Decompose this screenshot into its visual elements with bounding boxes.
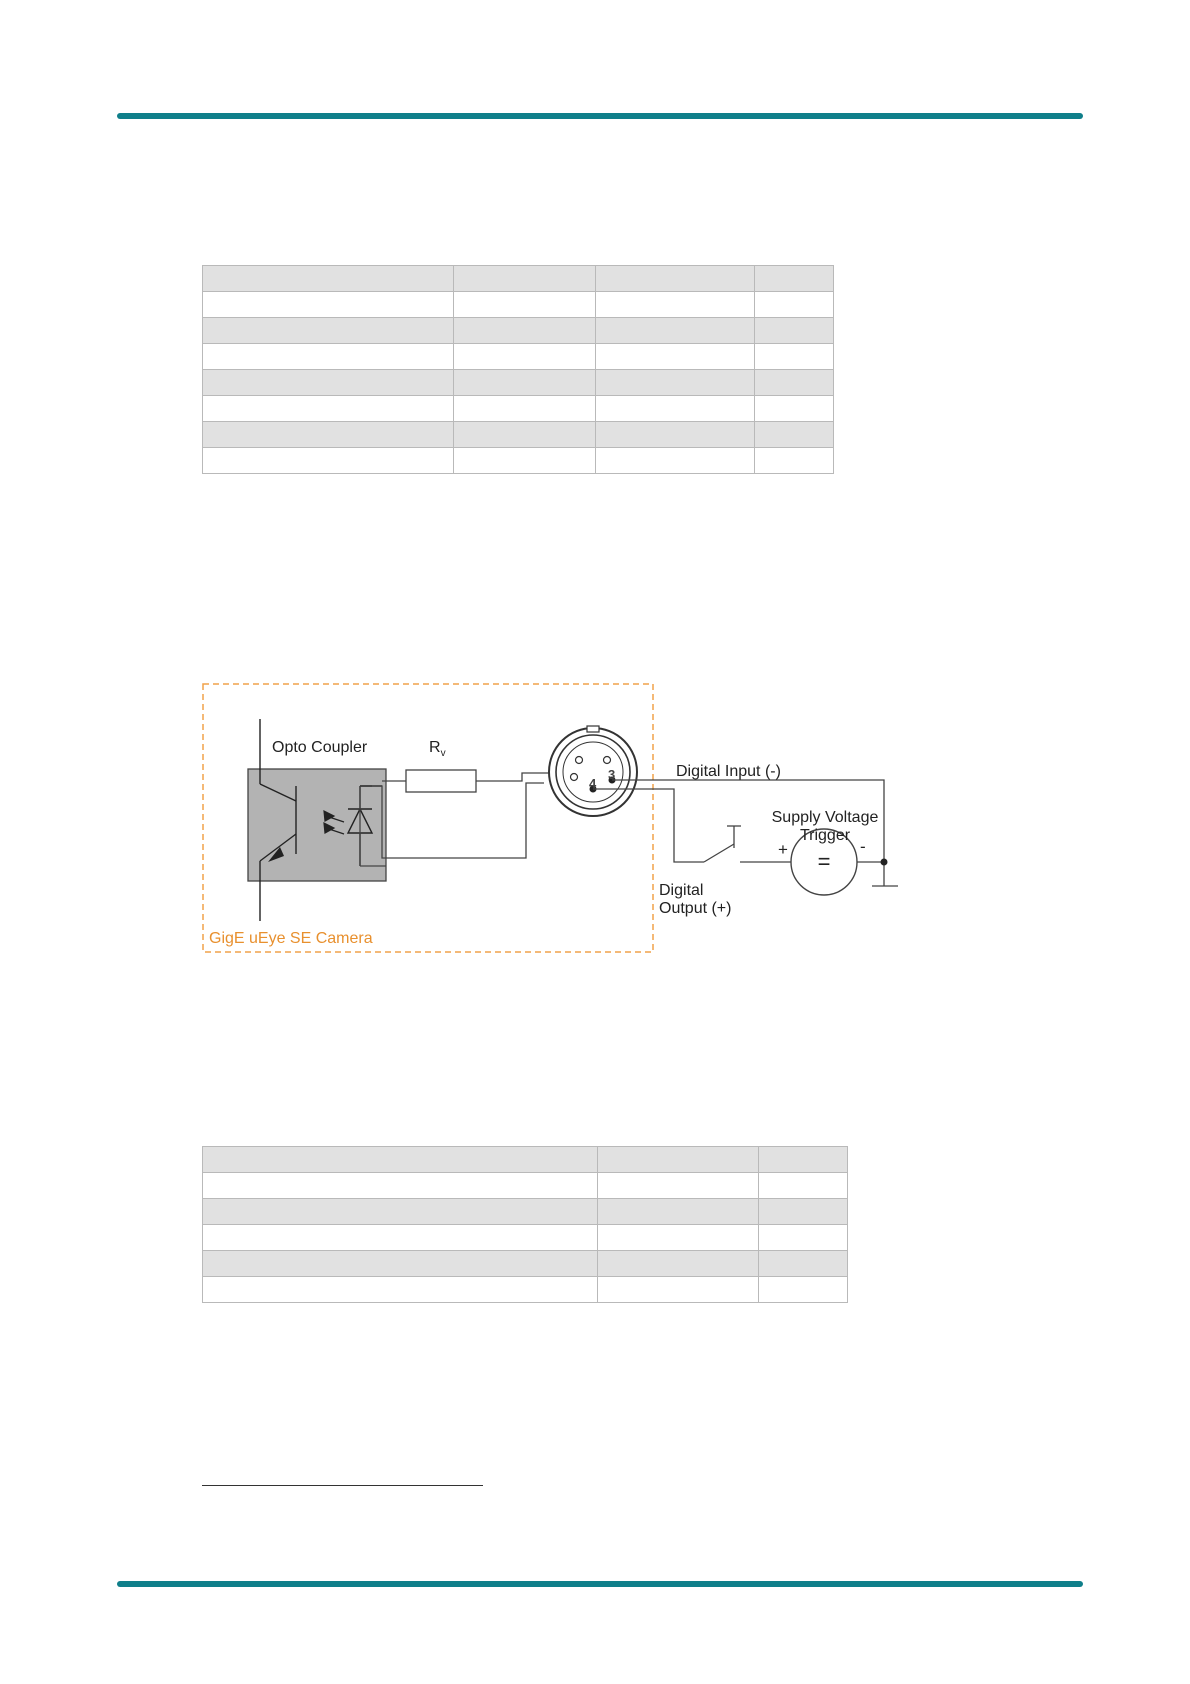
table-cell: [203, 1199, 598, 1225]
table-row: [203, 1225, 848, 1251]
table-cell: [759, 1147, 848, 1173]
table-cell: [203, 1277, 598, 1303]
table-row: [203, 422, 834, 448]
pin-4-label: 4: [589, 776, 597, 791]
table-row: [203, 344, 834, 370]
table-cell: [203, 292, 454, 318]
footnote-separator: [202, 1485, 483, 1486]
table-cell: [755, 266, 834, 292]
table-row: [203, 1251, 848, 1277]
trigger-label: Trigger: [799, 827, 851, 844]
table-cell: [454, 344, 596, 370]
table-row: [203, 318, 834, 344]
table-cell: [454, 266, 596, 292]
table-cell: [596, 344, 755, 370]
table-cell: [203, 1147, 598, 1173]
digital-output-label-line2: Output (+): [659, 900, 732, 917]
table-cell: [755, 448, 834, 474]
m8-connector-icon: [549, 726, 637, 816]
opto-coupler-label: Opto Coupler: [272, 739, 368, 756]
digital-input-label: Digital Input (-): [676, 763, 781, 780]
table-cell: [203, 448, 454, 474]
table-cell: [598, 1147, 759, 1173]
table-row: [203, 1199, 848, 1225]
table-cell: [454, 448, 596, 474]
table-row: [203, 396, 834, 422]
supply-voltage-label: Supply Voltage: [771, 809, 879, 826]
spec-table-1: [202, 265, 834, 474]
table-cell: [598, 1199, 759, 1225]
table-row: [203, 1173, 848, 1199]
table-cell: [203, 1251, 598, 1277]
table-cell: [203, 318, 454, 344]
table-cell: [755, 422, 834, 448]
table-cell: [759, 1225, 848, 1251]
table-cell: [755, 292, 834, 318]
table-cell: [596, 448, 755, 474]
resistor-label: $R_v$: [429, 739, 446, 759]
pin-3-label: 3: [608, 767, 616, 782]
header-rule: [117, 113, 1083, 119]
table-cell: [598, 1225, 759, 1251]
footer-rule: [117, 1581, 1083, 1587]
table-cell: [203, 422, 454, 448]
plus-sign-label: +: [778, 840, 788, 859]
table-cell: [596, 292, 755, 318]
table-cell: [596, 422, 755, 448]
table-row: [203, 292, 834, 318]
table-cell: [454, 396, 596, 422]
voltage-source-symbol: =: [817, 849, 831, 874]
minus-sign-label: -: [860, 837, 866, 856]
table-row: [203, 370, 834, 396]
table-cell: [203, 370, 454, 396]
table-cell: [759, 1251, 848, 1277]
table-cell: [759, 1199, 848, 1225]
table-cell: [598, 1251, 759, 1277]
table-cell: [454, 292, 596, 318]
table-row: [203, 1277, 848, 1303]
table-cell: [755, 370, 834, 396]
table-cell: [203, 266, 454, 292]
table-cell: [755, 318, 834, 344]
digital-output-label-line1: Digital: [659, 882, 704, 899]
trigger-wiring-diagram: [196, 676, 906, 966]
table-cell: [454, 422, 596, 448]
table-cell: [454, 370, 596, 396]
table-row: [203, 1147, 848, 1173]
table-row: [203, 266, 834, 292]
table-cell: [203, 344, 454, 370]
table-cell: [598, 1277, 759, 1303]
table-cell: [759, 1277, 848, 1303]
table-cell: [203, 1173, 598, 1199]
camera-label: GigE uEye SE Camera: [209, 930, 373, 947]
table-cell: [755, 396, 834, 422]
table-cell: [598, 1173, 759, 1199]
spec-table-2: [202, 1146, 848, 1303]
table-cell: [596, 396, 755, 422]
table-cell: [759, 1173, 848, 1199]
table-cell: [755, 344, 834, 370]
table-cell: [596, 318, 755, 344]
table-cell: [454, 318, 596, 344]
table-cell: [596, 266, 755, 292]
table-cell: [203, 1225, 598, 1251]
table-row: [203, 448, 834, 474]
resistor-symbol: [406, 770, 476, 792]
ground-junction-dot: [881, 859, 888, 866]
table-cell: [596, 370, 755, 396]
table-cell: [203, 396, 454, 422]
